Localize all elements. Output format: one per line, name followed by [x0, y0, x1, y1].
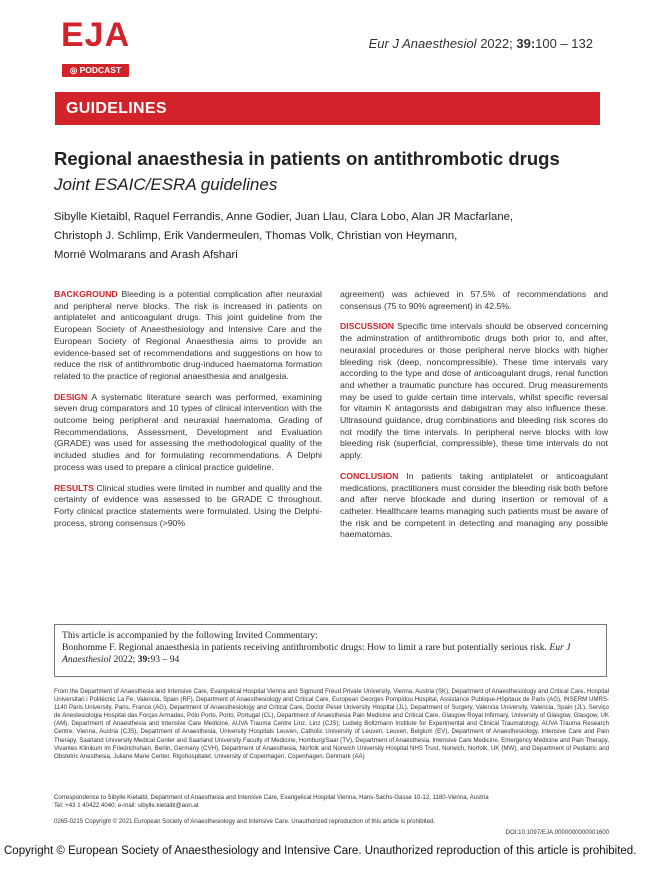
correspondence-contact: Tel: +43 1 40422 4040; e-mail: sibylle.kietaibl@aon.at — [54, 802, 199, 810]
abstract-design — [54, 392, 322, 474]
commentary-citation[interactable] — [62, 642, 599, 666]
authors-line: Christoph J. Schlimp, Erik Vandermeulen, Thomas Volk, Christian von Heymann, — [54, 230, 458, 242]
abstract-discussion — [340, 321, 608, 461]
background-text: Bleeding is a potential complication after neuraxial and peripheral nerve blocks. The risk is increased in patients on antiplatelet and anticoagulant drugs. This joint guideline from the European Society of Anaesthesiology and Intensive Care and the European Society of Regional Anaesthesia aims to provide an evidence-based set of recommendations and suggestions on how to reduce the risk of antithrombotic drug-induced haematoma formation related to the practice of regional anaesthesia and analgesia. — [54, 289, 322, 381]
discussion-text: Specific time intervals should be observed concerning the adminstration of antithrombotic drugs both prior to, and after, neuraxial procedures or those peripheral nerve blocks with higher bleeding risk (deep, noncompressible). These time intervals vary according to the type and dose of anticoagulant drugs, renal function and whether a traumatic puncture has occured. Drug measurements may be used to guide certain time intervals, whilst specific reversal for vitamin K antagonists and dabigatran may also influence these. Ultrasound guidance, drug combinations and bleeding risk scores do not modify the time intervals. In peripheral nerve blocks with low bleeding risk (superficial, compressible), these time intervals do not apply. — [340, 321, 608, 461]
conclusion-heading: CONCLUSION — [340, 470, 399, 481]
design-heading: DESIGN — [54, 391, 88, 402]
abstract-conclusion — [340, 471, 608, 541]
authors-line: Sibylle Kietaibl, Raquel Ferrandis, Anne Godier, Juan Llau, Clara Lobo, Alan JR Macfarlane, — [54, 211, 514, 223]
commentary-volume: 39: — [137, 654, 151, 665]
commentary-citation-text: Bonhomme F. Regional anaesthesia in patients receiving antithrombotic drugs: How to limit a rare but potentially serious risk. — [62, 642, 547, 653]
correspondence-address: Correspondence to Sibylle Kietaibl, Department of Anaesthesia and Intensive Care, Evangelical Hospital Vienna, Hans-Sachs-Gasse 10-12, 1180-Vienna, Austria — [54, 794, 489, 801]
journal-volume: 39: — [516, 36, 536, 51]
abstract-results — [54, 483, 322, 530]
journal-year: 2022; — [480, 36, 513, 51]
results-continued: agreement) was achieved in 57.5% of recommendations and consensus (75 to 90% agreement) in 42.5%. — [340, 289, 608, 311]
design-text: A systematic literature search was performed, examining seven drug comparators and 10 types of clinical intervention with the outcome being peripheral and neuraxial haematoma. Grading of Recommendations, Assessment, Development and Evaluation (GRADE) was used for assessing the methodological quality of the included studies and for formulating recommendations. A Delphi process was used to prepare a clinical practice guideline. — [54, 391, 322, 472]
invited-commentary-box — [54, 624, 607, 677]
commentary-pages: 93 – 94 — [150, 654, 180, 665]
conclusion-text: In patients taking antiplatelet or anticoagulant medications, practitioners must consider the bleeding risk both before and after nerve blockade and during insertion or removal of a catheter. Healthcare teams managing such patients must be aware of the risk and be competent in detecting and managing any possible haematomas. — [340, 470, 608, 540]
results-heading: RESULTS — [54, 482, 94, 493]
correspondence-block — [54, 794, 609, 810]
discussion-heading: DISCUSSION — [340, 321, 395, 332]
author-list — [54, 208, 604, 265]
footer-copyright: Copyright © European Society of Anaesthesiology and Intensive Care. Unauthorized reproduction of this article is prohibited. — [4, 845, 637, 857]
abstract-background — [54, 289, 322, 383]
abstract-left-column — [54, 289, 322, 538]
doi-link[interactable]: DOI:10.1097/EJA.0000000000001600 — [505, 829, 609, 836]
podcast-label: PODCAST — [79, 65, 122, 75]
journal-pages: 100 – 132 — [535, 36, 593, 51]
background-heading: BACKGROUND — [54, 289, 118, 299]
commentary-journal: Eur J Anaesthesiol — [62, 642, 571, 665]
results-text: Clinical studies were limited in number and quality and the certainty of evidence was assessed to be GRADE C throughout. Forty clinical practice statements were formulated. Using the Delphi-process, strong consensus (>90% — [54, 482, 322, 528]
article-subtitle: Joint ESAIC/ESRA guidelines — [54, 175, 278, 194]
journal-logo: EJA — [61, 16, 131, 54]
affiliations: From the Department of Anaesthesia and Intensive Care, Evangelical Hospital Vienna and Sigmund Freud Private University, Vienna, Austria (SK), Department of Anaesthesiology and Critical Care, Hospital Universitari i Politècnic La Fe, Valencia, Spain (RF), Department of Anaesthesiology and Critical Care, European Georges Pompidou Hospital, Assistance Publique-Hôpitaux de Paris (AG), INSERM UMRS-1140 Paris University, Paris, France (AG), Department of Anaesthesiology and Critical Care, Doctor Peset University Hospital (JL), Department of Surgery, Valencia University, Valencia, Spain (JL), Serviço de Anestesiologia Hospital das Forças Armadas, Pólo Porto, Porto, Portugal (CL), Department of Anaesthesia Pain Medicine and Critical Care, Glasgow Royal Infirmary, University of Glasgow, Glasgow, UK (AM), Department of Anaesthesia and Intensive Care Medicine, AUVA Trauma Centre Linz, Linz (CJS); Ludwig Boltzmann Institute for Experimental and Clinical Traumatology, AUVA Trauma Research Centre, Vienna, Austria (CJS), Department of Anaesthesia, University Hospitals Leuven, Catholic University of Leuven, Leuven, Belgium (EV), Department of Anaesthesiology, Intensive Care and Pain Therapy, Saarland University Medical Center and Saarland University Faculty of Medicine, Homburg/Saar (TV), Department of Anaesthesia, Intensive Care Medicine, Emergency Medicine and Pain Therapy, Vivantes Klinikum im Friedrichshain, Berlin, Germany (CVH), Department of Anaesthesia, Norfolk and Norwich University Hospital NHS Trust, Norwich, Norfolk, UK (MW), and Department of Pediatric and Obstetric Anesthesia, Juliane Marie Center, Rigshospitalet, University of Copenhagen, Copenhagen, Denmark (AA) — [54, 688, 609, 760]
commentary-year: 2022; — [113, 654, 136, 665]
copyright-notice: 0265-0215 Copyright © 2021 European Society of Anaesthesiology and Intensive Care. Unauthorized reproduction of this article is prohibited. — [54, 818, 436, 825]
journal-reference — [369, 36, 593, 51]
commentary-intro: This article is accompanied by the following Invited Commentary: — [62, 630, 318, 641]
journal-name: Eur J Anaesthesiol — [368, 36, 477, 51]
podcast-icon: ◎ — [69, 65, 78, 75]
article-title: Regional anaesthesia in patients on antithrombotic drugs — [54, 148, 560, 169]
authors-line: Morné Wolmarans and Arash Afshari — [54, 249, 238, 261]
abstract-right-column — [340, 289, 608, 550]
podcast-badge[interactable] — [62, 64, 129, 77]
section-label: GUIDELINES — [66, 100, 167, 117]
